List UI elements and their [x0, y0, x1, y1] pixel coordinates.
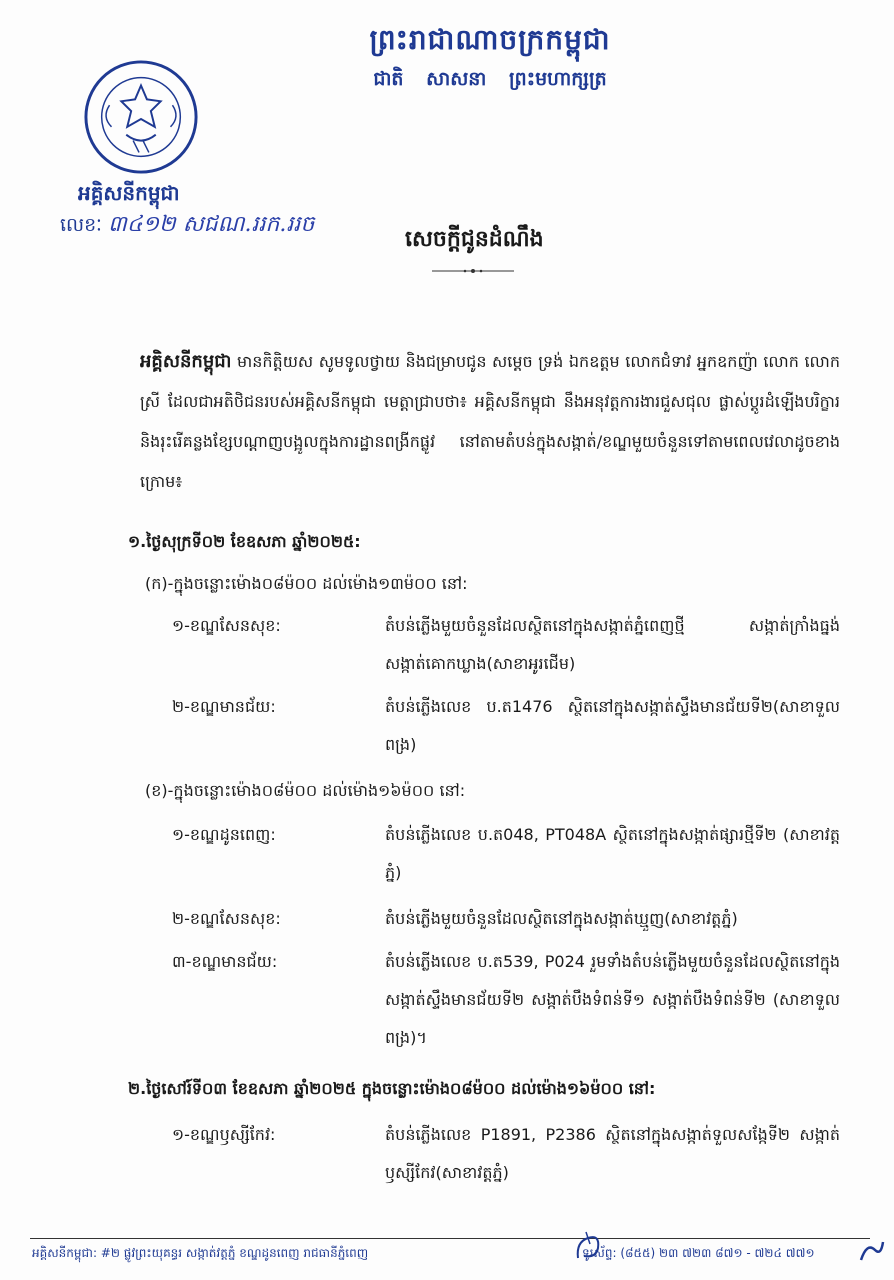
intro-paragraph: [140, 342, 840, 502]
day1-b-detail-2: តំបន់ភ្លើងមួយចំនួនដែលស្ថិតនៅក្នុងសង្កាត់ឃ្មួញ(សាខាវត្តភ្នំ): [385, 909, 738, 928]
issuer-name: អគ្គិសនីកម្ពុជា: [78, 181, 180, 205]
day1-period-b: (ខ)-ក្នុងចន្លោះម៉ោង០៨ម៉០០ ដល់ម៉ោង១៦ម៉០០ នៅ:: [145, 781, 466, 800]
national-motto: ជាតិ សាសនា ព្រះមហាក្សត្រ: [373, 68, 607, 90]
reference-number: [60, 210, 314, 242]
ref-label: លេខៈ: [60, 214, 102, 236]
day2-detail-1: តំបន់ភ្លើងលេខ P1891, P2386 ស្ថិតនៅក្នុងសង្កាត់ទួលសង្កែទី២ សង្កាត់ឫស្សីកែវ(សាខាវត្តភ្នំ): [385, 1125, 840, 1182]
title-divider: [432, 268, 514, 274]
day1-a-detail-1: តំបន់ភ្លើងមួយចំនួនដែលស្ថិតនៅក្នុងសង្កាត់ភ្នំពេញថ្មី សង្កាត់ក្រាំងធ្នង់ សង្កាត់គោកឃ្លាង(សាខាអូរជើម): [385, 616, 840, 673]
kingdom-heading: [350, 22, 630, 95]
footer-rule: [30, 1238, 870, 1239]
day1-a-zone-1: ១-ខណ្ឌសែនសុខ:: [172, 616, 281, 635]
ref-number-handwritten: ៣៤១២ សជណ.ររក.ររច: [108, 212, 315, 237]
day1-b-detail-1: តំបន់ភ្លើងលេខ ប.ត048, PT048A ស្ថិតនៅក្នុងសង្កាត់ផ្សារថ្មីទី២ (សាខាវត្តភ្នំ): [385, 825, 840, 882]
edc-seal-logo: [82, 58, 200, 176]
day1-heading: ១.ថ្ងៃសុក្រទី០២ ខែឧសភា ឆ្នាំ២០២៥:: [128, 532, 361, 551]
day1-a-zone-2: ២-ខណ្ឌមានជ័យ:: [172, 697, 276, 716]
day1-b-zone-2: ២-ខណ្ឌសែនសុខ:: [172, 909, 281, 928]
day1-b-detail-3: តំបន់ភ្លើងលេខ ប.ត539, P024 រួមទាំងតំបន់ភ្លើងមួយចំនួនដែលស្ថិតនៅក្នុងសង្កាត់ស្ទឹងមានជ័យទី២ សង្កាត់បឹងទំពន់ទី១ សង្កាត់បឹងទំពន់ទី២ (សាខាទួលពង្រ)។: [385, 952, 840, 1047]
day1-b-zone-3: ៣-ខណ្ឌមានជ័យ:: [172, 952, 278, 971]
day2-zone-1: ១-ខណ្ឌឫស្សីកែវ:: [172, 1125, 276, 1144]
footer-phone: ទូរស័ព្ទ: (៨៥៥) ២៣ ៧២៣ ៨៧១ - ៧២៤ ៧៧១: [582, 1246, 815, 1260]
day1-period-a: (ក)-ក្នុងចន្លោះម៉ោង០៨ម៉០០ ដល់ម៉ោង១៣ម៉០០ នៅ:: [145, 574, 468, 593]
footer-address: អគ្គិសនីកម្ពុជា: #២ ផ្លូវព្រះយុគន្ធរ សង្កាត់វត្តភ្នំ ខណ្ឌដូនពេញ រាជធានីភ្នំពេញ: [32, 1246, 369, 1260]
day1-b-zone-1: ១-ខណ្ឌដូនពេញ:: [172, 825, 276, 844]
intro-org: អគ្គិសនីកម្ពុជា: [140, 351, 232, 372]
day2-heading: ២.ថ្ងៃសៅរ៍ទី០៣ ខែឧសភា ឆ្នាំ២០២៥ ក្នុងចន្លោះម៉ោង០៨ម៉០០ ដល់ម៉ោង១៦ម៉០០ នៅ:: [128, 1079, 656, 1098]
corner-signature-mark: [857, 1236, 887, 1266]
day1-a-detail-2: តំបន់ភ្លើងលេខ ប.ត1476 ស្ថិតនៅក្នុងសង្កាត់ស្ទឹងមានជ័យទី២(សាខាទួលពង្រ): [385, 697, 840, 754]
intro-text: មានកិត្តិយស សូមទូលថ្វាយ និងជម្រាបជូន សម្តេច ទ្រង់ ឯកឧត្តម លោកជំទាវ អ្នកឧកញ៉ា លោក លោកស្រី ដែលជាអតិថិជនរបស់អគ្គិសនីកម្ពុជា មេត្តាជ្រាបថា៖ អគ្គិសនីកម្ពុជា នឹងអនុវត្តការងារជួសជុល ផ្លាស់ប្តូរដំឡើងបរិក្ខារ និងរុះរើគន្លងខ្សែបណ្តាញបង្អូលក្នុងការដ្ឋានពង្រីកផ្លូវ នៅតាមតំបន់ក្នុងសង្កាត់/ខណ្ឌមួយចំនួនទៅតាមពេលវេលាដូចខាងក្រោម៖: [140, 352, 840, 491]
document-title: សេចក្តីជូនដំណឹង: [405, 227, 544, 252]
kingdom-name: ព្រះរាជាណាចក្រកម្ពុជា: [369, 23, 611, 56]
